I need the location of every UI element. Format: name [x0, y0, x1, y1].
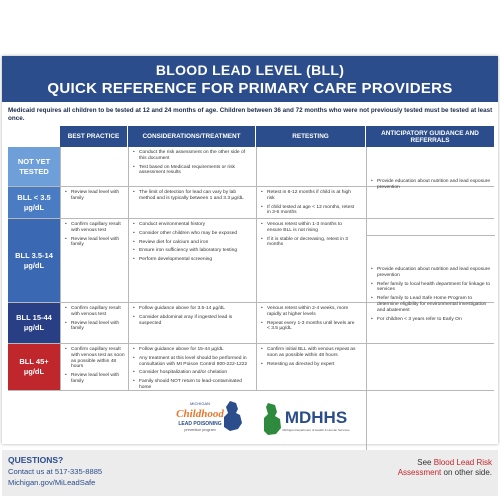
risk-assessment-link[interactable]: Blood Lead Risk Assessment — [397, 458, 492, 477]
guidance-block-2 — [371, 267, 491, 325]
guidance-block-1 — [371, 179, 491, 194]
considerations-list — [133, 347, 253, 391]
retesting-cell — [256, 219, 360, 302]
guidance-divider — [367, 235, 495, 236]
see-post: on other side. — [443, 468, 492, 477]
list-item: • Perform developmental screening — [133, 257, 253, 263]
list-item: • Retest in 6-12 months if child is at high risk — [261, 190, 357, 202]
guidance-item: • Provide education about nutrition and lead exposure prevention — [371, 179, 491, 191]
list-item: • Review lead level with family — [65, 373, 125, 385]
see-reference-note — [388, 458, 492, 478]
best-practice-cell — [60, 219, 128, 302]
best-practice-cell — [60, 147, 128, 186]
row-label: NOT YET TESTED — [8, 147, 60, 186]
list-item: • Family should NOT return to lead-contaminated home — [133, 379, 253, 391]
list-item: • If child tested at age < 12 months, retest in 3-6 months — [261, 205, 357, 217]
list-item: • Conduct the risk assessment on the other side of this document — [133, 150, 253, 162]
guidance-list-1 — [371, 179, 491, 191]
website-link[interactable]: Michigan.gov/MiLeadSafe — [8, 478, 96, 487]
list-item: • Follow guidance above for 15-44 µg/dL — [133, 347, 253, 353]
considerations-cell — [128, 187, 256, 218]
logo1-mid-text: Childhood — [176, 408, 224, 420]
list-item: • Review lead level with family — [65, 321, 125, 333]
list-item: • Retesting as directed by expert — [261, 362, 357, 368]
list-item: • Conduct environmental history — [133, 222, 253, 228]
title-line-1: BLOOD LEAD LEVEL (BLL) — [155, 62, 345, 78]
list-item: • Confirm initial BLL with venous repeat as soon as possible within 48 hours — [261, 347, 357, 359]
retesting-cell — [256, 187, 360, 218]
intro-text: Medicaid requires all children to be tested at 12 and 24 months of age. Children between 36 and 72 months who were not previously tested must be tested at least once. — [8, 107, 493, 122]
guidance-item: • Provide education about nutrition and lead exposure prevention — [371, 267, 491, 279]
guidance-item: • Refer family to Lead Safe Home Program to determine eligibility for environmental investigation and abatement — [371, 296, 491, 313]
considerations-cell — [128, 303, 256, 343]
considerations-list — [133, 150, 253, 176]
list-item: • Review lead level with family — [65, 237, 125, 249]
retesting-cell — [256, 344, 360, 390]
list-item: • Confirm capillary result with venous test — [65, 306, 125, 318]
list-item: • Confirm capillary result with venous test — [65, 222, 125, 234]
retesting-list — [261, 190, 357, 216]
michigan-map-green-icon — [264, 403, 281, 435]
list-item: • Ensure iron sufficiency with laboratory testing — [133, 248, 253, 254]
list-item: • Consider other children who may be exposed — [133, 231, 253, 237]
list-item: • Consider abdominal xray if ingested lead is suspected — [133, 315, 253, 327]
considerations-list — [133, 190, 253, 202]
row-label: BLL 45+ µg/dL — [8, 344, 60, 390]
best-practice-cell — [60, 187, 128, 218]
clpp-logo — [172, 397, 252, 437]
col-header-best-practice: BEST PRACTICE — [60, 126, 128, 147]
list-item: • Repeat every 1-3 months until levels are < 3.5 µg/dL — [261, 321, 357, 333]
list-item: • Review lead level with family — [65, 190, 125, 202]
best-practice-list — [65, 222, 125, 248]
see-pre: See — [417, 458, 432, 467]
logo1-tag-text: prevention program — [184, 428, 216, 432]
title-line-2: QUICK REFERENCE FOR PRIMARY CARE PROVIDERS — [47, 80, 453, 97]
mdhhs-logo — [264, 397, 356, 437]
questions-label: QUESTIONS? — [8, 455, 64, 465]
retesting-list — [261, 306, 357, 332]
considerations-list — [133, 222, 253, 263]
considerations-cell — [128, 219, 256, 302]
considerations-cell — [128, 147, 256, 186]
row-label: BLL 15-44 µg/dL — [8, 303, 60, 343]
guidance-list-2 — [371, 267, 491, 322]
logo1-bottom-text: LEAD POISONING — [178, 421, 222, 427]
contact-phone-link[interactable]: Contact us at 517-335-8885 — [8, 467, 103, 476]
logo1-top-text: MICHIGAN — [190, 401, 210, 406]
list-item: • Any treatment at this level should be performed in consultation with MI Poison Control 800-222-1222 — [133, 356, 253, 368]
list-item: • If it is stable or decreasing, retest in 3 months — [261, 237, 357, 249]
list-item: • Venous retest within 2-4 weeks, more rapidly at higher levels — [261, 306, 357, 318]
best-practice-list — [65, 190, 125, 202]
row-label: BLL < 3.5 µg/dL — [8, 187, 60, 218]
list-item: • Confirm capillary result with venous test as soon as possible within 48 hours — [65, 347, 125, 370]
guidance-column — [366, 147, 494, 450]
col-header-retesting: RETESTING — [256, 126, 366, 147]
list-item: • Consider hospitalization and/or chelation — [133, 370, 253, 376]
row-label: BLL 3.5-14 µg/dL — [8, 219, 60, 302]
list-item: • Follow guidance above for 3.5-14 µg/dL — [133, 306, 253, 312]
best-practice-list — [65, 306, 125, 332]
list-item: • Venous retest within 1-3 months to ensure BLL is not rising — [261, 222, 357, 234]
best-practice-cell — [60, 344, 128, 390]
retesting-cell — [256, 147, 360, 186]
michigan-map-icon — [224, 401, 242, 431]
col-header-guidance: ANTICIPATORY GUIDANCE AND REFERRALS — [381, 129, 479, 144]
col-header-considerations: CONSIDERATIONS/TREATMENT — [128, 126, 256, 147]
title-banner — [2, 56, 498, 102]
best-practice-cell — [60, 303, 128, 343]
retesting-list — [261, 222, 357, 248]
retesting-list — [261, 347, 357, 367]
guidance-item: • For children < 3 years refer to Early On — [371, 317, 491, 323]
considerations-list — [133, 306, 253, 326]
reference-card — [2, 56, 498, 487]
list-item: • The limit of detection for lead can vary by lab method and is typically between 1 and 3.3 µg/dL — [133, 190, 253, 202]
footer — [2, 450, 498, 496]
list-item: • Review diet for calcium and iron — [133, 240, 253, 246]
considerations-cell — [128, 344, 256, 390]
retesting-cell — [256, 303, 360, 343]
list-item: • Test based on Medicaid requirements or risk assessment results — [133, 165, 253, 177]
logo2-name: MDHHS — [284, 408, 348, 427]
guidance-item: • Refer family to local health department for linkage to services — [371, 282, 491, 294]
logo2-subtitle: Michigan Department of Health & Human Services — [282, 428, 350, 432]
best-practice-list — [65, 347, 125, 385]
column-header-bar — [60, 126, 494, 147]
